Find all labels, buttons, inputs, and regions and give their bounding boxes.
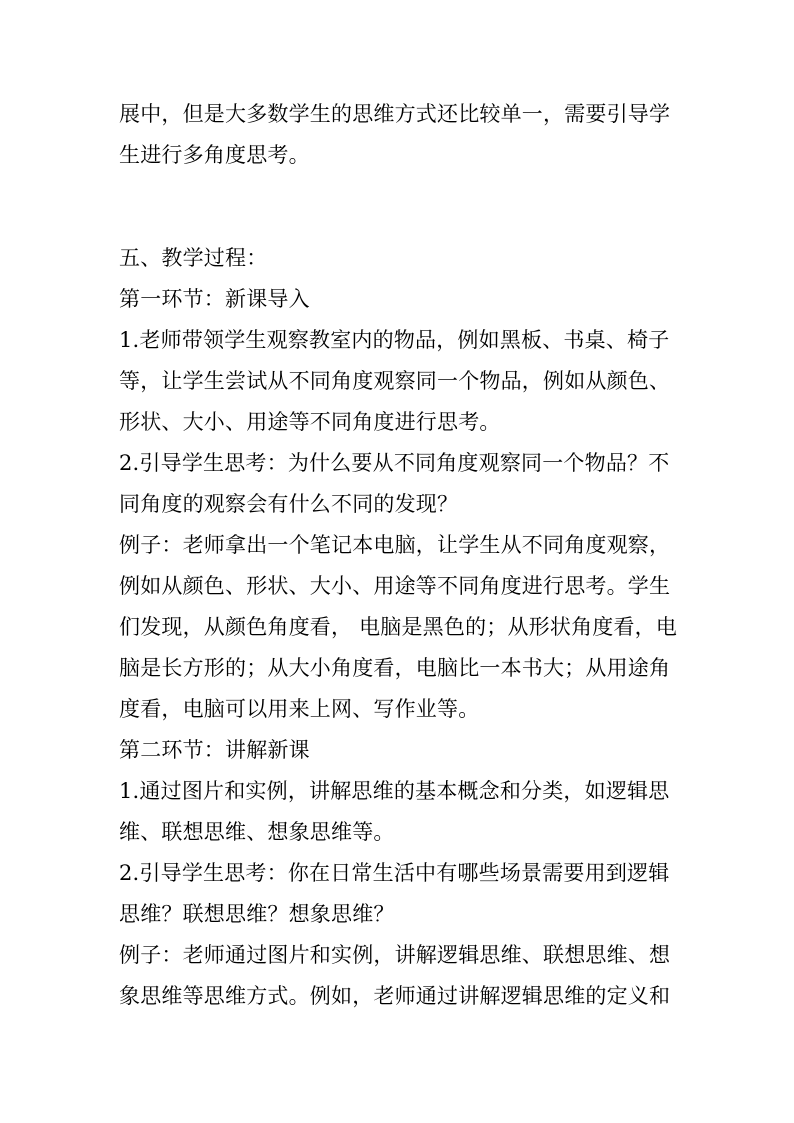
part1-example-line-4: 脑是长方形的；从大小角度看，电脑比一本书大；从用途角 <box>119 656 671 680</box>
part1-item1-line-3: 形状、大小、用途等不同角度进行思考。 <box>119 410 501 434</box>
part1-heading: 第一环节：新课导入 <box>119 287 310 311</box>
paragraph-gap <box>119 184 679 246</box>
document-page <box>119 102 679 1025</box>
intro-line-1: 展中，但是大多数学生的思维方式还比较单一，需要引导学 <box>119 102 671 126</box>
part1-example-line-1: 例子：老师拿出一个笔记本电脑，让学生从不同角度观察， <box>119 533 671 557</box>
part1-item1-line-1: 1.老师带领学生观察教室内的物品，例如黑板、书桌、椅子 <box>119 328 670 352</box>
part1-item2-line-2: 同角度的观察会有什么不同的发现？ <box>119 492 459 516</box>
section-heading: 五、教学过程： <box>119 246 268 270</box>
part2-example-line-1: 例子：老师通过图片和实例，讲解逻辑思维、联想思维、想 <box>119 943 671 967</box>
intro-line-2: 生进行多角度思考。 <box>119 143 310 167</box>
part2-item1-line-2: 维、联想思维、想象思维等。 <box>119 820 395 844</box>
part2-item2-line-1: 2.引导学生思考：你在日常生活中有哪些场景需要用到逻辑 <box>119 861 670 885</box>
part2-example-line-2: 象思维等思维方式。例如，老师通过讲解逻辑思维的定义和 <box>119 984 671 1008</box>
part2-item2-line-2: 思维？联想思维？想象思维？ <box>119 902 395 926</box>
part1-item2-line-1: 2.引导学生思考：为什么要从不同角度观察同一个物品？不 <box>119 451 670 475</box>
part1-example-line-3: 们发现，从颜色角度看， 电脑是黑色的；从形状角度看，电 <box>119 615 678 639</box>
part1-example-line-2: 例如从颜色、形状、大小、用途等不同角度进行思考。学生 <box>119 574 671 598</box>
part2-heading: 第二环节：讲解新课 <box>119 738 310 762</box>
part2-item1-line-1: 1.通过图片和实例，讲解思维的基本概念和分类，如逻辑思 <box>119 779 670 803</box>
part1-example-line-5: 度看，电脑可以用来上网、写作业等。 <box>119 697 480 721</box>
part1-item1-line-2: 等，让学生尝试从不同角度观察同一个物品，例如从颜色、 <box>119 369 671 393</box>
